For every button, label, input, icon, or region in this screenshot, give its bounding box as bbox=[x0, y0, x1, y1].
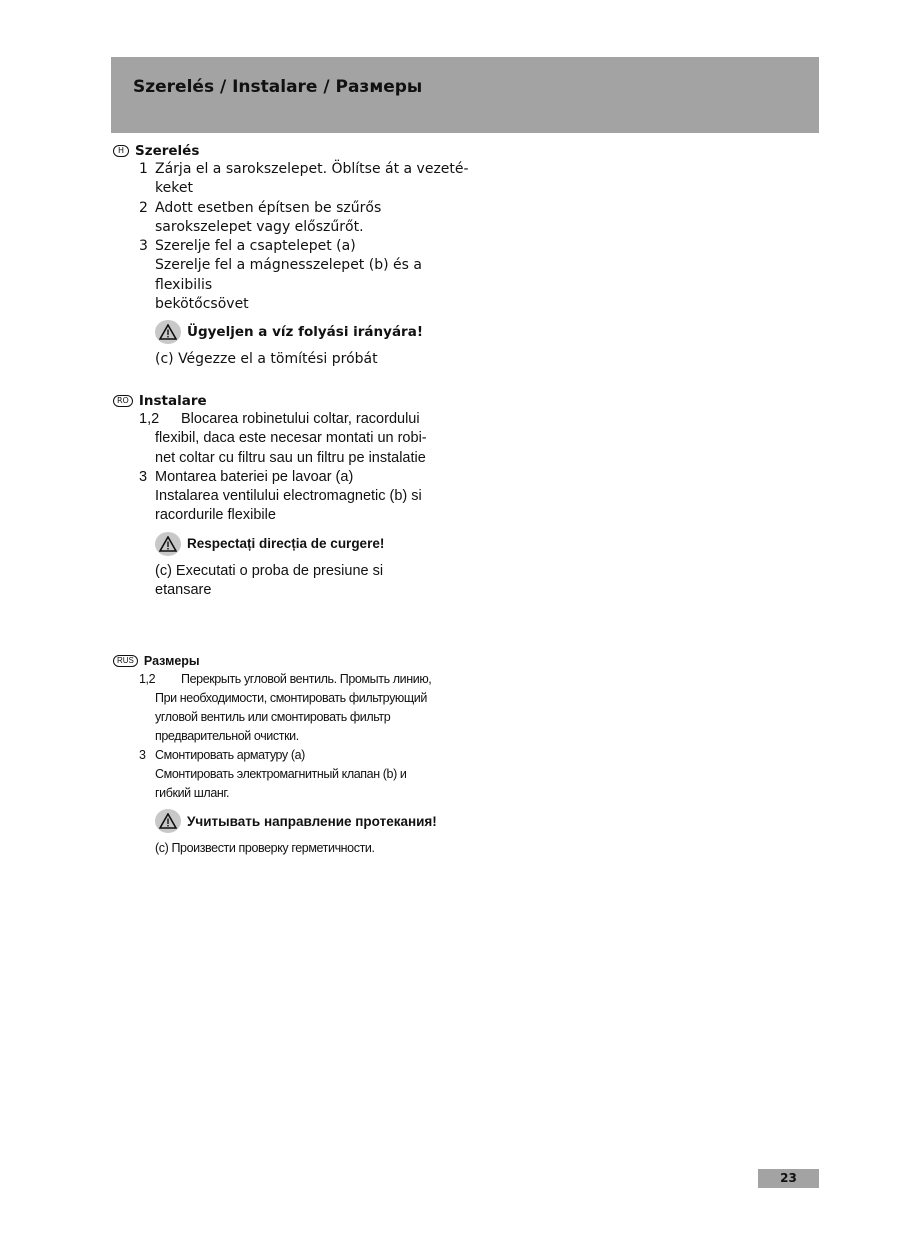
item-text: Zárja el a sarokszelepet. Öblítse át a vezeté- bbox=[155, 161, 469, 177]
note-line: (c) Executati o proba de presiune si bbox=[155, 562, 384, 579]
item-text: Смонтировать электромагнитный клапан (b) и bbox=[155, 767, 407, 781]
list-item bbox=[139, 410, 473, 468]
item-text: flexibil, daca este necesar montati un robi- bbox=[155, 430, 427, 447]
section-heading bbox=[113, 142, 473, 160]
item-text: Szerelje fel a csaptelepet (a) bbox=[155, 238, 356, 255]
language-badge-icon: RO bbox=[113, 395, 133, 407]
item-text: Blocarea robinetului coltar, racordului bbox=[181, 411, 420, 427]
language-badge-icon: RUS bbox=[113, 655, 138, 667]
note-line: etansare bbox=[155, 582, 212, 599]
section-hungarian bbox=[113, 142, 473, 370]
page-title: Szerelés / Instalare / Размеры bbox=[133, 77, 423, 97]
warning-text: Учитывать направление протекания! bbox=[187, 813, 437, 829]
section-romanian bbox=[113, 392, 473, 600]
warning-notice bbox=[155, 809, 473, 833]
item-number: 3 bbox=[139, 748, 146, 762]
list-item bbox=[139, 670, 473, 746]
warning-icon bbox=[155, 809, 181, 833]
list-item bbox=[139, 199, 473, 238]
item-text: Instalarea ventilului electromagnetic (b) si bbox=[155, 488, 422, 505]
item-text: Szerelje fel a mágnesszelepet (b) és a flexibilis bbox=[155, 257, 422, 293]
item-text: racordurile flexibile bbox=[155, 507, 276, 524]
section-title: Szerelés bbox=[135, 143, 200, 159]
warning-notice bbox=[155, 320, 473, 344]
warning-text: Respectați direcția de curgere! bbox=[187, 536, 385, 552]
item-text: угловой вентиль или смонтировать фильтр bbox=[155, 710, 391, 724]
item-text: При необходимости, смонтировать фильтрующий bbox=[155, 691, 427, 705]
section-title: Instalare bbox=[138, 393, 207, 409]
page-number: 23 bbox=[758, 1169, 819, 1188]
item-text: net coltar cu filtru sau un filtru pe instalatie bbox=[155, 449, 426, 466]
section-russian bbox=[113, 652, 473, 858]
item-text: Adott esetben építsen be szűrős bbox=[155, 199, 382, 216]
warning-text: Ügyeljen a víz folyási irányára! bbox=[187, 324, 423, 341]
language-badge-icon: H bbox=[113, 145, 129, 157]
list-item bbox=[139, 468, 473, 526]
item-text: Перекрыть угловой вентиль. Промыть линию, bbox=[181, 672, 432, 686]
note-text: (c) Произвести проверку герметичности. bbox=[155, 841, 375, 855]
warning-icon bbox=[155, 320, 181, 344]
item-number: 2 bbox=[139, 199, 148, 216]
section-heading bbox=[113, 652, 473, 670]
item-text: гибкий шланг. bbox=[155, 786, 230, 800]
page-header bbox=[111, 57, 819, 133]
note-text: (c) Végezze el a tömítési próbát bbox=[155, 351, 378, 368]
section-heading bbox=[113, 392, 473, 410]
section-title: Размеры bbox=[143, 654, 200, 668]
list-item bbox=[139, 160, 473, 199]
item-number: 1 bbox=[139, 161, 148, 177]
warning-notice bbox=[155, 532, 473, 556]
list-item bbox=[139, 237, 473, 314]
item-number: 1,2 bbox=[139, 411, 160, 427]
warning-icon bbox=[155, 532, 181, 556]
list-item bbox=[139, 746, 473, 803]
item-text: Montarea bateriei pe lavoar (a) bbox=[155, 468, 354, 485]
item-text: keket bbox=[155, 180, 193, 197]
item-text: bekötőcsövet bbox=[155, 296, 249, 313]
note-text bbox=[155, 562, 473, 601]
item-text: предварительной очистки. bbox=[155, 729, 299, 743]
item-text: sarokszelepet vagy előszűrőt. bbox=[155, 218, 364, 235]
item-number: 3 bbox=[139, 468, 148, 485]
item-text: Смонтировать арматуру (a) bbox=[155, 748, 305, 762]
item-number: 3 bbox=[139, 238, 148, 255]
item-number: 1,2 bbox=[139, 672, 156, 686]
